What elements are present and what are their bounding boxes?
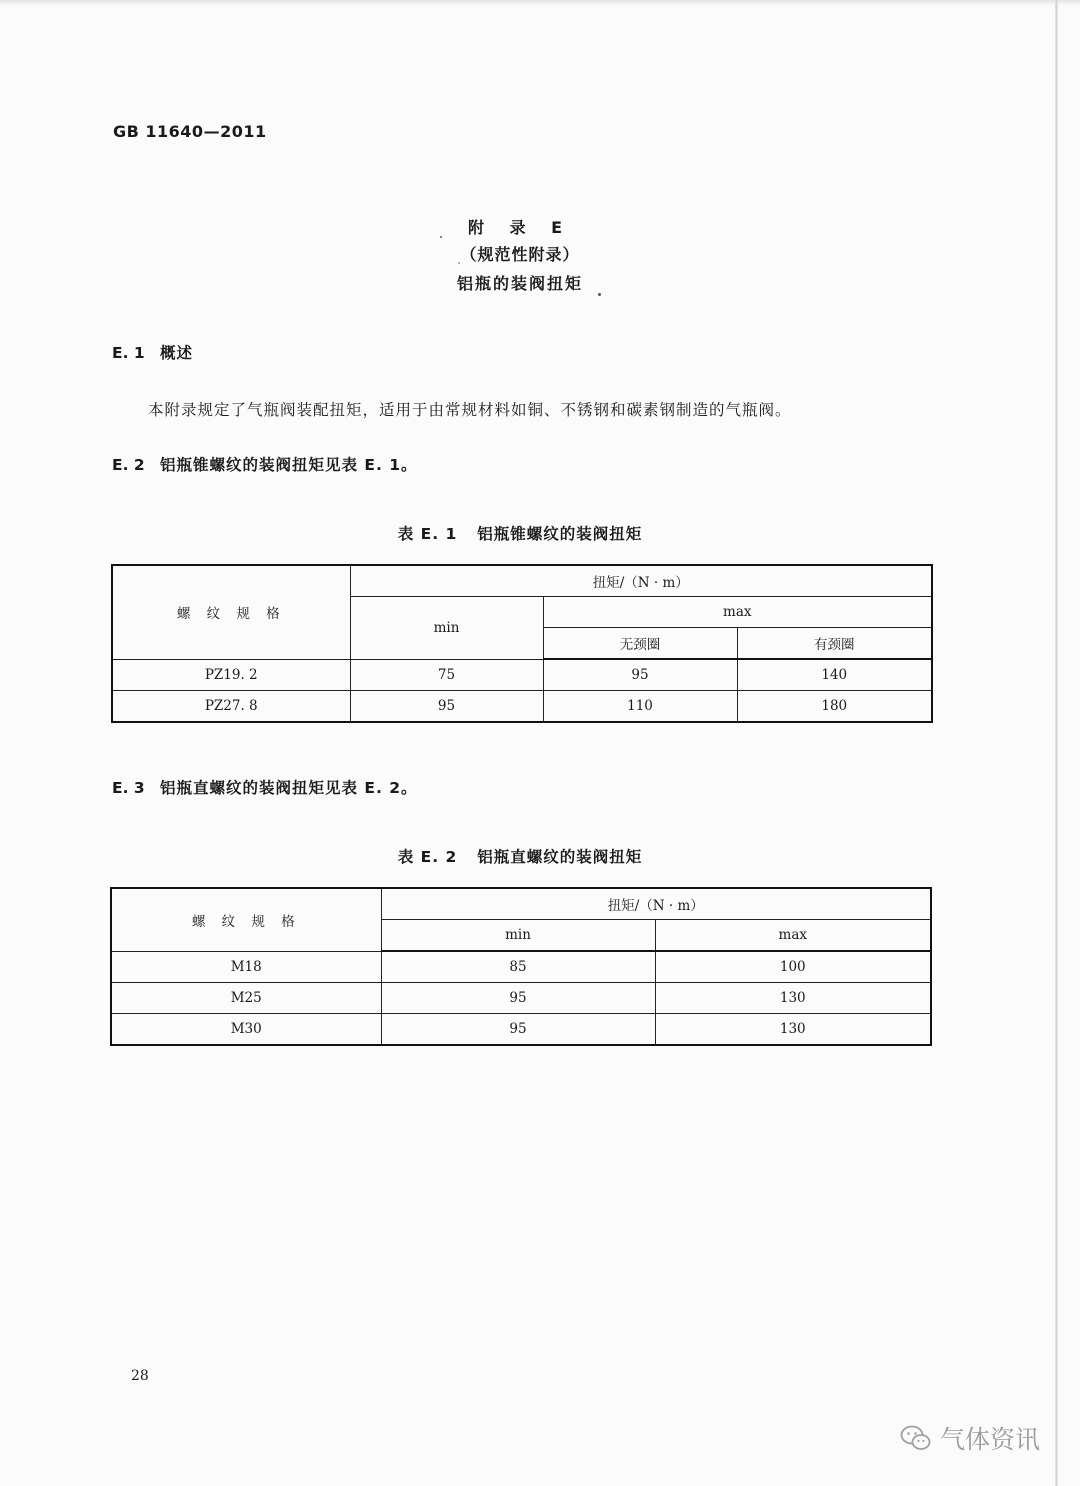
cell-max: 130 — [655, 1014, 931, 1046]
section-e2-heading — [112, 453, 418, 475]
section-title: 铝瓶直螺纹的装阀扭矩见表 E. 2。 — [160, 779, 418, 797]
cell-min: 75 — [350, 659, 543, 691]
table-row — [111, 951, 931, 983]
standard-number: GB 11640—2011 — [113, 122, 267, 141]
cell-spec: M30 — [111, 1014, 381, 1046]
cell-with-collar: 140 — [737, 659, 932, 691]
header-thread-spec: 螺 纹 规 格 — [112, 565, 350, 659]
table-e1-caption — [0, 522, 1040, 544]
table-row — [111, 1014, 931, 1046]
section-title: 概述 — [160, 344, 194, 362]
cell-min: 85 — [381, 951, 655, 983]
header-min: min — [381, 920, 655, 952]
cell-with-collar: 180 — [737, 691, 932, 723]
section-e3-heading — [112, 776, 418, 798]
watermark-text: 气体资讯 — [940, 1425, 1041, 1454]
cell-spec: M18 — [111, 951, 381, 983]
cell-max: 130 — [655, 983, 931, 1014]
section-number: E. 2 — [112, 456, 145, 474]
header-min: min — [350, 597, 543, 660]
table-e2-caption — [0, 845, 1040, 867]
table-title: 铝瓶锥螺纹的装阀扭矩 — [477, 525, 643, 543]
annex-title: 附 录 E — [467, 218, 573, 237]
scan-edge-right — [1055, 0, 1058, 1486]
cell-spec: M25 — [111, 983, 381, 1014]
table-row — [112, 659, 932, 691]
table-e1 — [111, 564, 933, 723]
header-max: max — [655, 920, 931, 952]
header-thread-spec: 螺 纹 规 格 — [111, 888, 381, 951]
header-torque: 扭矩/（N · m） — [381, 888, 931, 920]
header-max: max — [543, 597, 932, 628]
scan-edge-top — [0, 0, 1080, 6]
cell-spec: PZ19. 2 — [112, 659, 350, 691]
page-number: 28 — [131, 1368, 149, 1384]
section-e1-paragraph: 本附录规定了气瓶阀装配扭矩，适用于由常规材料如铜、不锈钢和碳素钢制造的气瓶阀。 — [148, 401, 792, 419]
annex-type: （规范性附录） — [460, 245, 580, 264]
section-number: E. 1 — [112, 344, 145, 362]
table-number: 表 E. 2 — [397, 848, 458, 866]
section-title: 铝瓶锥螺纹的装阀扭矩见表 E. 1。 — [160, 456, 418, 474]
section-number: E. 3 — [112, 779, 145, 797]
cell-max: 100 — [655, 951, 931, 983]
section-e1-heading — [112, 341, 193, 363]
table-row — [111, 983, 931, 1014]
table-row — [112, 691, 932, 723]
watermark — [900, 1420, 1040, 1456]
cell-no-collar: 110 — [543, 691, 737, 723]
cell-min: 95 — [381, 1014, 655, 1046]
header-torque: 扭矩/（N · m） — [350, 565, 932, 597]
cell-min: 95 — [381, 983, 655, 1014]
header-with-collar: 有颈圈 — [737, 628, 932, 660]
cell-spec: PZ27. 8 — [112, 691, 350, 723]
cell-no-collar: 95 — [543, 659, 737, 691]
table-title: 铝瓶直螺纹的装阀扭矩 — [477, 848, 643, 866]
cell-min: 95 — [350, 691, 543, 723]
annex-name: 铝瓶的装阀扭矩 — [456, 274, 583, 293]
wechat-icon — [900, 1424, 932, 1452]
table-number: 表 E. 1 — [397, 525, 458, 543]
table-e2 — [110, 887, 932, 1046]
header-no-collar: 无颈圈 — [543, 628, 737, 660]
